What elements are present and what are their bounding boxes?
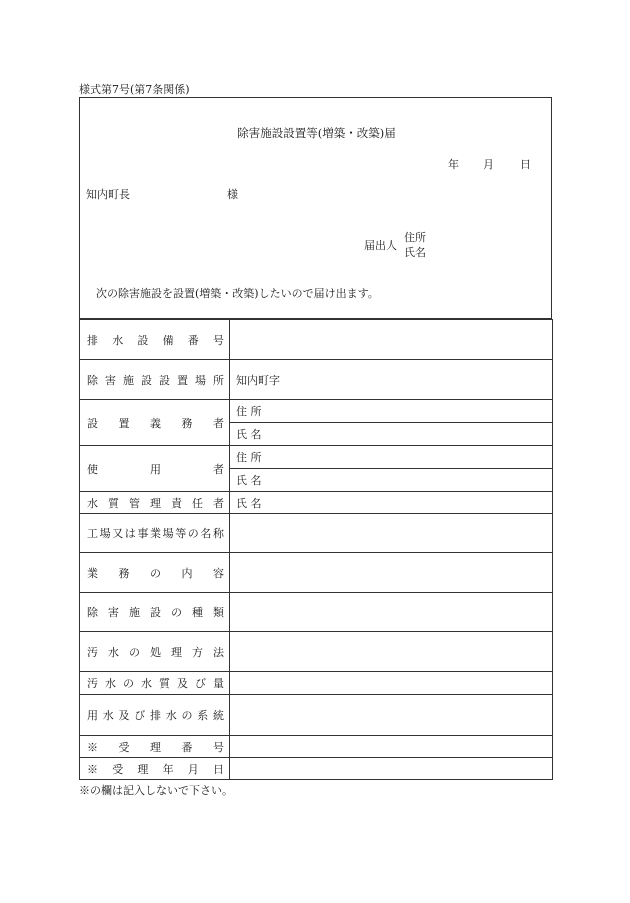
factory-name-field[interactable] bbox=[230, 514, 553, 553]
row-label-factory-name: 工場又は事業場等の名称 bbox=[80, 514, 230, 553]
footnote: ※の欄は記入しないで下さい。 bbox=[79, 784, 233, 797]
form-title: 除害施設設置等(増築・改築)届 bbox=[237, 126, 396, 140]
date-year: 年 bbox=[448, 158, 459, 171]
form-header-box bbox=[79, 97, 552, 319]
user-name-field[interactable]: 氏 名 bbox=[230, 469, 553, 492]
row-label-receipt-no: ※受理番号 bbox=[80, 736, 230, 758]
table-row bbox=[80, 632, 553, 672]
applicant-label: 届出人 bbox=[364, 239, 397, 252]
applicant-name-label: 氏名 bbox=[404, 246, 426, 259]
receipt-date-field[interactable] bbox=[230, 758, 553, 780]
date-month: 月 bbox=[483, 158, 494, 171]
row-label-water-manager: 水質管理責任者 bbox=[80, 492, 230, 514]
table-row bbox=[80, 514, 553, 553]
obligor-address-field[interactable]: 住 所 bbox=[230, 400, 553, 423]
statement-text: 次の除害施設を設置(増築・改築)したいので届け出ます。 bbox=[96, 287, 379, 300]
table-row bbox=[80, 492, 553, 514]
table-row bbox=[80, 320, 553, 360]
form-table bbox=[79, 319, 553, 780]
form-number: 様式第7号(第7条関係) bbox=[79, 83, 190, 96]
table-row bbox=[80, 758, 553, 780]
business-field[interactable] bbox=[230, 553, 553, 593]
facility-type-field[interactable] bbox=[230, 593, 553, 632]
table-row bbox=[80, 360, 553, 400]
addressee: 知内町長 bbox=[86, 188, 130, 201]
table-row bbox=[80, 446, 553, 469]
table-row bbox=[80, 400, 553, 423]
table-row bbox=[80, 736, 553, 758]
row-label-location: 除害施設設置場所 bbox=[80, 360, 230, 400]
date-day: 日 bbox=[520, 158, 531, 171]
applicant-address-label: 住所 bbox=[404, 231, 426, 244]
table-row bbox=[80, 553, 553, 593]
user-address-field[interactable]: 住 所 bbox=[230, 446, 553, 469]
row-label-user: 使用者 bbox=[80, 446, 230, 492]
obligor-name-field[interactable]: 氏 名 bbox=[230, 423, 553, 446]
system-field[interactable] bbox=[230, 695, 553, 736]
row-label-facility-type: 除害施設の種類 bbox=[80, 593, 230, 632]
row-label-drainage-no: 排水設備番号 bbox=[80, 320, 230, 360]
treatment-field[interactable] bbox=[230, 632, 553, 672]
row-label-obligor: 設置義務者 bbox=[80, 400, 230, 446]
location-field[interactable]: 知内町字 bbox=[230, 360, 553, 400]
table-row bbox=[80, 672, 553, 695]
row-label-system: 用水及び排水の系統 bbox=[80, 695, 230, 736]
row-label-receipt-date: ※受理年月日 bbox=[80, 758, 230, 780]
honorific: 様 bbox=[227, 188, 238, 201]
drainage-no-field[interactable] bbox=[230, 320, 553, 360]
row-label-treatment: 汚水の処理方法 bbox=[80, 632, 230, 672]
row-label-quality: 汚水の水質及び量 bbox=[80, 672, 230, 695]
row-label-business: 業務の内容 bbox=[80, 553, 230, 593]
receipt-no-field[interactable] bbox=[230, 736, 553, 758]
water-manager-name-field[interactable]: 氏 名 bbox=[230, 492, 553, 514]
table-row bbox=[80, 695, 553, 736]
table-row bbox=[80, 593, 553, 632]
quality-field[interactable] bbox=[230, 672, 553, 695]
